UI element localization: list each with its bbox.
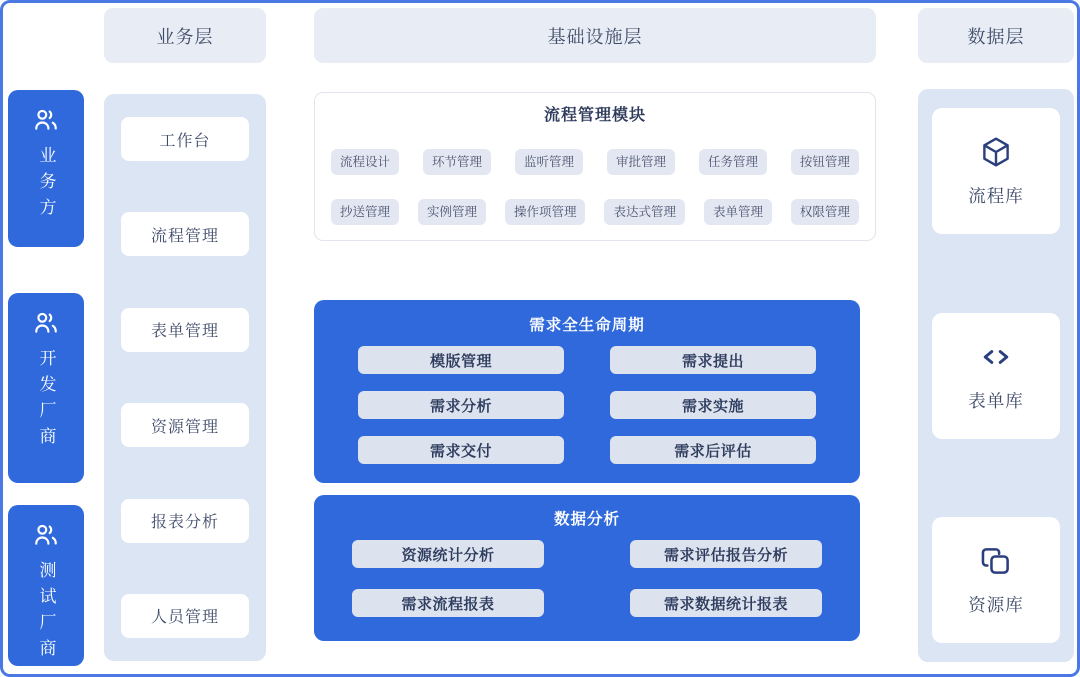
business-item-process-mgmt: 流程管理 (121, 212, 249, 256)
data-analysis-grid (352, 540, 822, 617)
analysis-item-data-stats-report: 需求数据统计报表 (630, 589, 822, 617)
sidebar-group-business-side (8, 90, 84, 247)
process-chip: 按钮管理 (791, 149, 859, 176)
data-card-label: 表单库 (968, 390, 1024, 411)
data-analysis-title: 数据分析 (553, 511, 620, 528)
business-item-resource-mgmt: 资源管理 (121, 403, 249, 447)
lifecycle-title: 需求全生命周期 (529, 317, 645, 334)
data-card-process-library (932, 108, 1060, 234)
sidebar-group-label: 业务方 (36, 146, 56, 224)
header-infrastructure-layer: 基础设施层 (314, 8, 876, 63)
lifecycle-item-requirement-raise: 需求提出 (610, 346, 816, 374)
users-icon (31, 521, 61, 549)
process-chip: 操作项管理 (505, 199, 586, 226)
cube-icon (977, 134, 1015, 170)
lifecycle-item-post-evaluation: 需求后评估 (610, 436, 816, 464)
data-card-form-library (932, 313, 1060, 439)
users-icon (31, 106, 61, 134)
lifecycle-grid (358, 346, 816, 464)
lifecycle-item-requirement-implement: 需求实施 (610, 391, 816, 419)
business-item-form-mgmt: 表单管理 (121, 308, 249, 352)
business-item-workbench: 工作台 (121, 117, 249, 161)
data-card-label: 资源库 (968, 595, 1024, 615)
sidebar-group-label: 测试厂商 (36, 561, 56, 665)
business-layer-column (104, 94, 266, 661)
header-data-layer: 数据层 (918, 8, 1074, 63)
process-chip: 权限管理 (791, 199, 859, 226)
process-chip: 表达式管理 (604, 199, 685, 226)
process-chip: 环节管理 (423, 149, 491, 176)
sidebar-group-test-vendor (8, 505, 84, 666)
lifecycle-panel (314, 300, 860, 483)
data-card-label: 流程库 (968, 186, 1024, 206)
business-item-report-analysis: 报表分析 (121, 499, 249, 543)
copy-icon (977, 543, 1015, 579)
sidebar-group-dev-vendor (8, 293, 84, 483)
process-chip: 任务管理 (699, 149, 767, 176)
process-chip: 审批管理 (607, 149, 675, 176)
process-chip: 表单管理 (704, 199, 772, 226)
process-module-row-1 (331, 149, 859, 176)
code-brackets-icon (977, 339, 1015, 375)
process-chip: 实例管理 (418, 199, 486, 226)
analysis-item-resource-stats: 资源统计分析 (352, 540, 544, 568)
process-module-title: 流程管理模块 (543, 107, 646, 124)
lifecycle-item-template-mgmt: 模版管理 (358, 346, 564, 374)
data-analysis-panel (314, 495, 860, 641)
business-item-personnel-mgmt: 人员管理 (121, 594, 249, 638)
process-chip: 流程设计 (331, 149, 399, 176)
analysis-item-process-report: 需求流程报表 (352, 589, 544, 617)
analysis-item-evaluation-report: 需求评估报告分析 (630, 540, 822, 568)
process-chip: 监听管理 (515, 149, 583, 176)
process-module-panel (314, 92, 876, 241)
lifecycle-item-requirement-analysis: 需求分析 (358, 391, 564, 419)
data-layer-column (918, 89, 1074, 662)
process-module-row-2 (331, 199, 859, 226)
header-business-layer: 业务层 (104, 8, 266, 63)
sidebar-group-label: 开发厂商 (36, 349, 56, 453)
lifecycle-item-requirement-delivery: 需求交付 (358, 436, 564, 464)
process-chip: 抄送管理 (331, 199, 399, 226)
users-icon (31, 309, 61, 337)
data-card-resource-library (932, 517, 1060, 643)
